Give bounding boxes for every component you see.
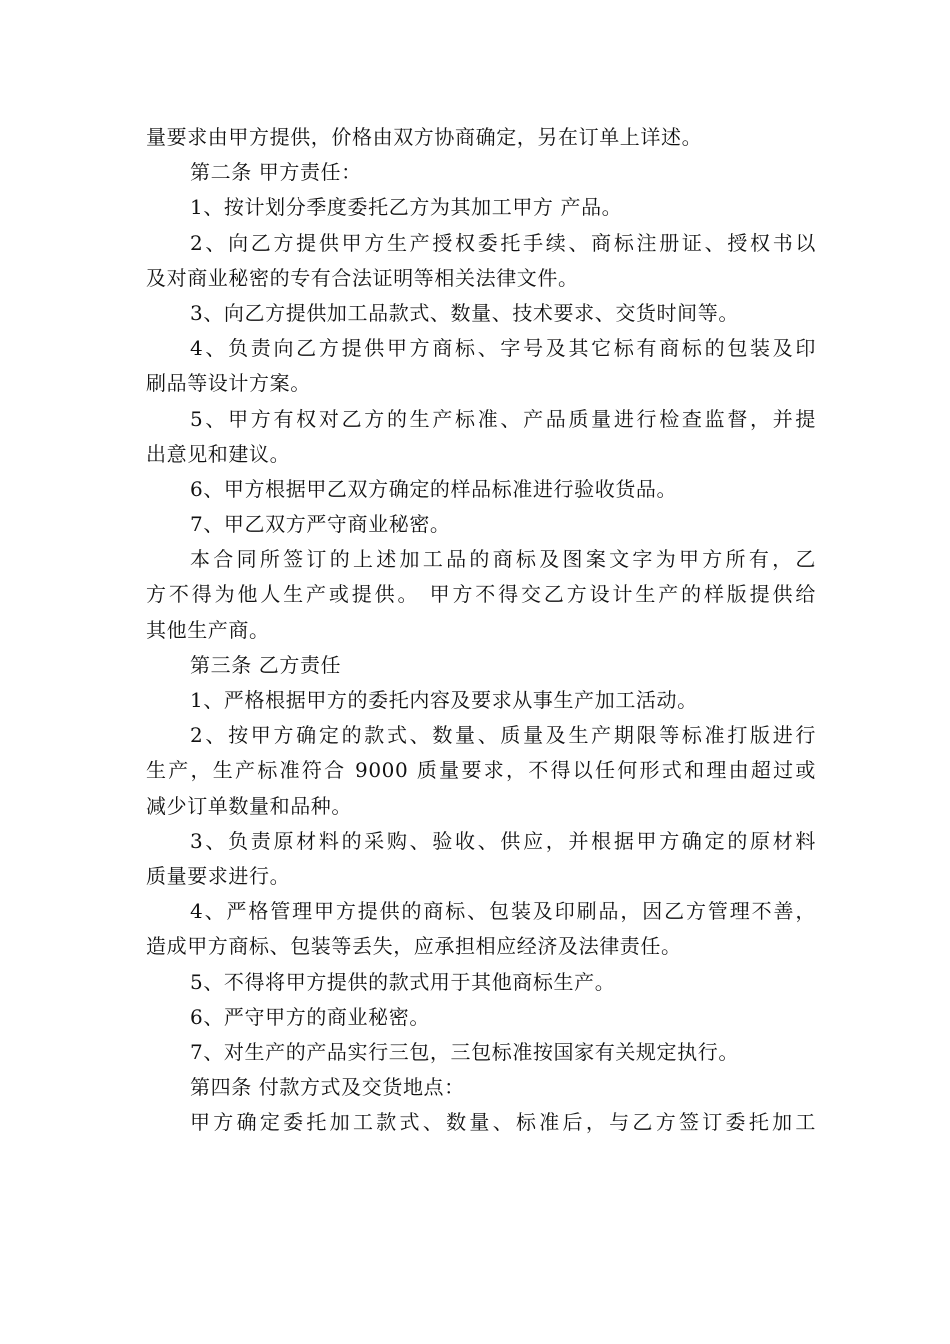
section-heading: 第四条 付款方式及交货地点： (190, 1075, 465, 1100)
text-line: 本合同所签订的上述加工品的商标及图案文字为甲方所有，乙 (190, 547, 816, 572)
text-line: 甲方确定委托加工款式、数量、标准后，与乙方签订委托加工 (190, 1110, 816, 1135)
text-line: 造成甲方商标、包装等丢失，应承担相应经济及法律责任。 (146, 934, 682, 959)
text-line: 质量要求进行。 (146, 863, 291, 888)
text-line: 1、严格根据甲方的委托内容及要求从事生产加工活动。 (190, 688, 698, 712)
text-line: 3、负责原材料的采购、验收、供应，并根据甲方确定的原材料 (190, 828, 816, 853)
text-line: 其他生产商。 (146, 617, 270, 642)
text-line: 量要求由甲方提供，价格由双方协商确定，另在订单上详述。 (146, 125, 703, 149)
text-line: 7、甲乙双方严守商业秘密。 (190, 512, 451, 537)
text-line: 2、向乙方提供甲方生产授权委托手续、商标注册证、授权书以 (190, 230, 816, 255)
text-line: 及对商业秘密的专有合法证明等相关法律文件。 (146, 265, 579, 290)
section-heading: 第二条 甲方责任： (190, 160, 362, 185)
text-line: 4、负责向乙方提供甲方商标、字号及其它标有商标的包装及印 (190, 336, 816, 361)
text-line: 1、按计划分季度委托乙方为其加工甲方 产品。 (190, 195, 623, 220)
text-line: 7、对生产的产品实行三包，三包标准按国家有关规定执行。 (190, 1039, 739, 1064)
text-line: 6、严守甲方的商业秘密。 (190, 1004, 430, 1029)
text-line: 2、按甲方确定的款式、数量、质量及生产期限等标准打版进行 (190, 723, 816, 748)
text-line: 5、甲方有权对乙方的生产标准、产品质量进行检查监督，并提 (190, 406, 816, 431)
text-line: 方不得为他人生产或提供。 甲方不得交乙方设计生产的样版提供给 (146, 582, 816, 607)
text-line: 5、不得将甲方提供的款式用于其他商标生产。 (190, 969, 616, 994)
text-line: 生产，生产标准符合 9000 质量要求，不得以任何形式和理由超过或 (146, 758, 816, 783)
text-line: 6、甲方根据甲乙双方确定的样品标准进行验收货品。 (190, 476, 678, 501)
text-line: 4、严格管理甲方提供的商标、包装及印刷品，因乙方管理不善， (190, 899, 816, 924)
document-body (146, 120, 816, 1140)
section-heading: 第三条 乙方责任 (190, 652, 342, 677)
text-line: 出意见和建议。 (146, 441, 291, 466)
text-line: 3、向乙方提供加工品款式、数量、技术要求、交货时间等。 (190, 300, 739, 325)
text-line: 减少订单数量和品种。 (146, 793, 352, 818)
text-line: 刷品等设计方案。 (146, 371, 311, 396)
